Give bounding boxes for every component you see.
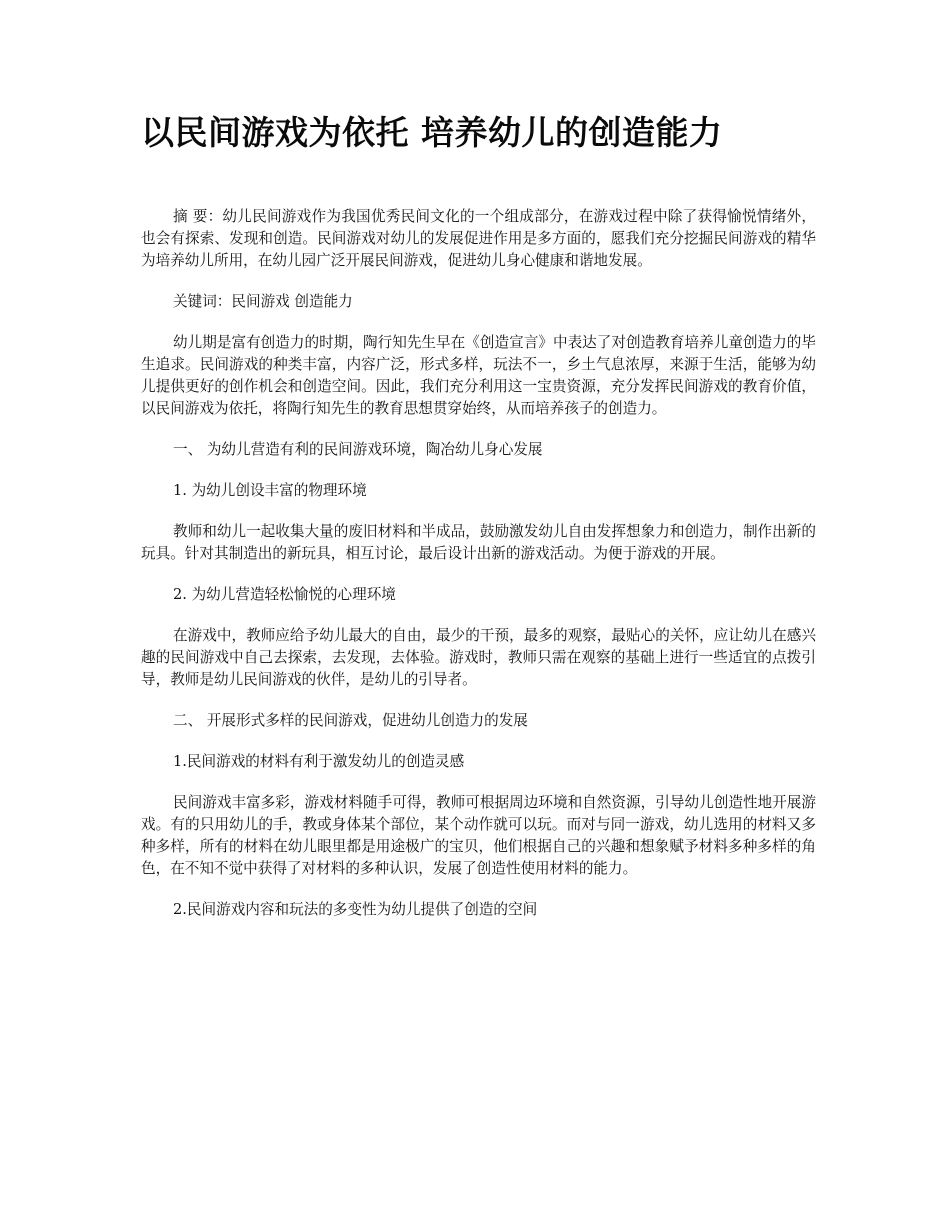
section-2-heading: 二、 开展形式多样的民间游戏，促进幼儿创造力的发展 [173,712,528,729]
document-title: 以民间游戏为依托 培养幼儿的创造能力 [141,113,723,152]
section-1-heading: 一、 为幼儿营造有利的民间游戏环境，陶冶幼儿身心发展 [173,441,543,458]
section-1-sub-2-heading: 2. 为幼儿营造轻松愉悦的心理环境 [173,586,396,603]
intro-paragraph: 幼儿期是富有创造力的时期，陶行知先生早在《创造宣言》中表达了对创造教育培养儿童创造力的毕生追求。民间游戏的种类丰富，内容广泛，形式多样，玩法不一，乡土气息浓厚，来源于生活，能够为幼儿提供更好的创作机会和创造空间。因此，我们充分利用这一宝贵资源，充分发挥民间游戏的教育价值，以民间游戏为依托，将陶行知先生的教育思想贯穿始终，从而培养孩子的创造力。 [141,334,816,417]
section-2-sub-2-heading: 2.民间游戏内容和玩法的多变性为幼儿提供了创造的空间 [173,901,538,918]
document-body [141,206,816,940]
abstract-paragraph: 摘 要：幼儿民间游戏作为我国优秀民间文化的一个组成部分，在游戏过程中除了获得愉悦情绪外，也会有探索、发现和创造。民间游戏对幼儿的发展促进作用是多方面的，愿我们充分挖掘民间游戏的精华为培养幼儿所用，在幼儿园广泛开展民间游戏，促进幼儿身心健康和谐地发展。 [141,208,816,269]
section-1-sub-1-heading: 1. 为幼儿创设丰富的物理环境 [173,482,367,499]
section-1-sub-1-paragraph: 教师和幼儿一起收集大量的废旧材料和半成品，鼓励激发幼儿自由发挥想象力和创造力，制作出新的玩具。针对其制造出的新玩具，相互讨论，最后设计出新的游戏活动。为便于游戏的开展。 [141,523,816,562]
section-1-sub-2-paragraph: 在游戏中，教师应给予幼儿最大的自由，最少的干预，最多的观察，最贴心的关怀，应让幼儿在感兴趣的民间游戏中自己去探索，去发现，去体验。游戏时，教师只需在观察的基础上进行一些适宜的点拨引导，教师是幼儿民间游戏的伙伴，是幼儿的引导者。 [141,627,816,688]
section-2-sub-1-paragraph: 民间游戏丰富多彩，游戏材料随手可得，教师可根据周边环境和自然资源，引导幼儿创造性地开展游戏。有的只用幼儿的手，教或身体某个部位，某个动作就可以玩。而对与同一游戏，幼儿选用的材料又多种多样，所有的材料在幼儿眼里都是用途极广的宝贝，他们根据自己的兴趣和想象赋予材料多种多样的角色，在不知不觉中获得了对材料的多种认识，发展了创造性使用材料的能力。 [141,794,816,877]
keywords-paragraph: 关键词：民间游戏 创造能力 [173,293,353,310]
section-2-sub-1-heading: 1.民间游戏的材料有利于激发幼儿的创造灵感 [173,753,465,770]
